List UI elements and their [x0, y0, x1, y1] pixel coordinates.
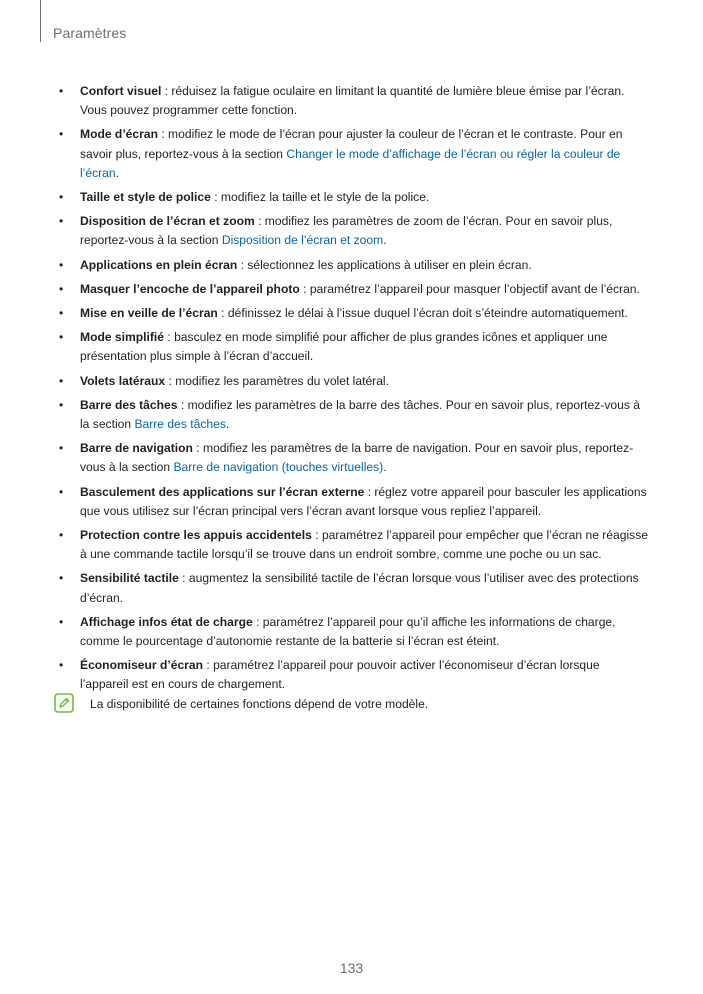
note-box — [54, 693, 654, 715]
settings-list — [58, 82, 650, 700]
bullet-icon: • — [59, 306, 64, 321]
page-number: 133 — [339, 960, 364, 976]
setting-term: Mode d’écran — [80, 127, 158, 142]
bullet-icon: • — [59, 441, 64, 456]
setting-term: Basculement des applications sur l’écran externe — [80, 484, 365, 499]
setting-description: : modifiez la taille et le style de la police. — [210, 190, 430, 205]
setting-term: Masquer l’encoche de l’appareil photo — [80, 281, 300, 296]
setting-term: Volets latéraux — [80, 373, 166, 388]
setting-term: Affichage infos état de charge — [80, 614, 253, 629]
note-pencil-icon — [54, 693, 74, 713]
setting-description: : modifiez les paramètres de la barre des tâches. Pour en savoir plus, reportez-vous à la section — [80, 397, 640, 432]
setting-description: : paramétrez l’appareil pour pouvoir activer l’économiseur d’écran lorsque l’appareil est en cours de chargement. — [80, 658, 600, 692]
setting-term: Mode simplifié — [80, 330, 164, 345]
setting-term: Taille et style de police — [80, 190, 211, 205]
section-link[interactable]: Changer le mode d’affichage de l’écran ou régler la couleur de l’écran — [80, 146, 621, 180]
bullet-icon: • — [59, 397, 64, 412]
list-item — [58, 280, 650, 299]
setting-description: : modifiez les paramètres du volet latéral. — [165, 373, 389, 388]
setting-term: Disposition de l’écran et zoom — [80, 214, 255, 229]
bullet-icon: • — [59, 84, 64, 98]
list-item — [58, 256, 650, 275]
list-item — [58, 526, 650, 564]
setting-term: Protection contre les appuis accidentels — [80, 528, 312, 543]
setting-description: : modifiez les paramètres de zoom de l’écran. Pour en savoir plus, reportez-vous à la section — [80, 214, 613, 248]
setting-description: : paramétrez l’appareil pour masquer l’objectif avant de l’écran. — [299, 281, 640, 296]
bullet-icon: • — [59, 214, 64, 229]
setting-term: Barre de navigation — [80, 441, 193, 456]
bullet-icon: • — [59, 614, 64, 629]
setting-description: : modifiez le mode de l’écran pour ajuster la couleur de l’écran et le contraste. Pour en savoir plus, reportez-vous à la section — [80, 127, 623, 161]
list-item — [58, 439, 650, 477]
list-item — [58, 212, 650, 250]
list-item — [58, 656, 650, 694]
bullet-icon: • — [59, 658, 64, 673]
list-item — [58, 569, 650, 607]
list-item — [58, 188, 650, 207]
setting-description-end: . — [115, 165, 120, 180]
bullet-icon: • — [59, 281, 64, 296]
list-item — [58, 328, 650, 366]
setting-term: Confort visuel — [80, 84, 162, 98]
section-link[interactable]: Barre de navigation (touches virtuelles) — [173, 460, 384, 475]
setting-description: : paramétrez l’appareil pour empêcher que l’écran ne réagisse à une commande tactile lorsqu’il se trouve dans un endroit sombre, comme une poche ou un sac. — [80, 528, 648, 562]
list-item — [58, 125, 650, 183]
bullet-icon: • — [59, 571, 64, 586]
bullet-icon: • — [59, 373, 64, 388]
header-rule — [40, 0, 41, 42]
setting-term: Barre des tâches — [80, 397, 178, 412]
setting-description: : réduisez la fatigue oculaire en limitant la quantité de lumière bleue émise par l’écran. Vous pouvez programmer cette fonction. — [80, 84, 625, 118]
setting-term: Mise en veille de l’écran — [80, 306, 218, 321]
setting-description-end: . — [225, 417, 230, 432]
list-item — [58, 483, 650, 521]
list-item — [58, 82, 650, 120]
setting-description-end: . — [383, 460, 387, 475]
setting-description: : sélectionnez les applications à utiliser en plein écran. — [237, 257, 532, 272]
bullet-icon: • — [59, 330, 64, 345]
setting-description: : modifiez les paramètres de la barre de navigation. Pour en savoir plus, reportez-vous à la section — [80, 441, 634, 475]
bullet-icon: • — [59, 257, 64, 272]
list-item — [58, 372, 650, 391]
page-header-title: Paramètres — [53, 25, 127, 41]
setting-description-end: . — [383, 233, 387, 248]
setting-term: Applications en plein écran — [80, 257, 238, 272]
list-item — [58, 613, 650, 651]
bullet-icon: • — [59, 484, 64, 499]
setting-description: : définissez le délai à l’issue duquel l’écran doit s’éteindre automatiquement. — [217, 306, 628, 321]
section-link[interactable]: Barre des tâches — [134, 417, 226, 432]
setting-term: Sensibilité tactile — [80, 571, 179, 586]
setting-description: : augmentez la sensibilité tactile de l’écran lorsque vous l’utiliser avec des protections d’écran. — [80, 571, 639, 605]
bullet-icon: • — [59, 190, 64, 205]
note-text: La disponibilité de certaines fonctions dépend de votre modèle. — [90, 697, 429, 711]
setting-description: : réglez votre appareil pour basculer les applications que vous utilisez sur l’écran principal vers l’écran avant lorsque vous repliez l’appareil. — [80, 484, 647, 518]
list-item — [58, 304, 650, 323]
setting-term: Économiseur d’écran — [80, 658, 203, 673]
list-item — [58, 396, 650, 434]
bullet-icon: • — [59, 127, 64, 142]
section-link[interactable]: Disposition de l’écran et zoom — [221, 233, 384, 248]
setting-description: : paramétrez l’appareil pour qu’il affiche les informations de charge, comme le pourcentage d’autonomie restante de la batterie si l’écran est éteint. — [80, 614, 616, 649]
bullet-icon: • — [59, 528, 64, 543]
setting-description: : basculez en mode simplifié pour afficher de plus grandes icônes et appliquer une présentation plus simple à l’écran d’accueil. — [80, 330, 608, 364]
